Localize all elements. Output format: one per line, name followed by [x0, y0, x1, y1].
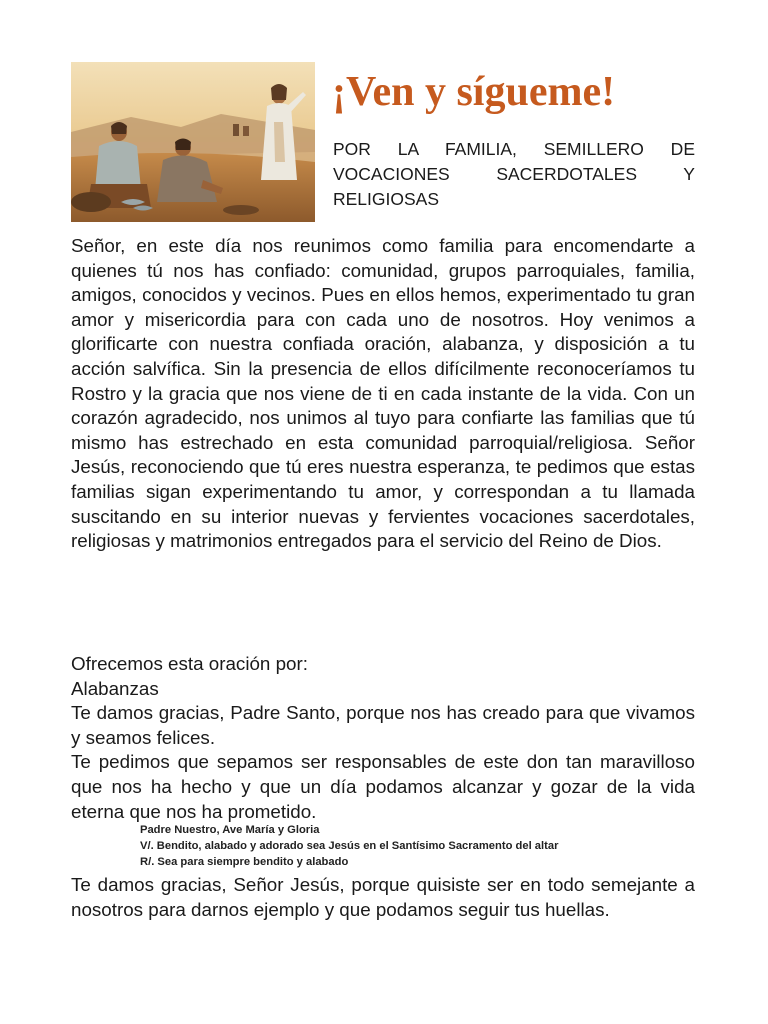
jesus-fishermen-illustration [71, 62, 315, 222]
response-line: Padre Nuestro, Ave María y Gloria [140, 824, 320, 836]
offer-intro: Ofrecemos esta oración por: [71, 653, 308, 674]
thanks-father-paragraph: Te damos gracias, Padre Santo, porque nos has creado para que vivamos y seamos felices. [71, 702, 695, 748]
response-line: R/. Sea para siempre bendito y alabado [140, 855, 349, 868]
offer-section [71, 652, 695, 824]
painting-image [71, 62, 315, 222]
main-prayer-paragraph: Señor, en este día nos reunimos como familia para encomendarte a quienes tú nos has confiado: comunidad, grupos parroquiales, familia, amigos, conocidos y vecinos. Pues en ellos hemos, experimentado tu gran amor y misericordia para con cada uno de nosotros. Hoy venimos a glorificarte con nuestra confiada oración, alabanza, y disposición a tu acción salvífica. Sin la presencia de ellos difícilmente reconoceríamos tu Rostro y la gracia que nos viene de ti en cada instante de la vida. Con un corazón agradecido, nos unimos al tuyo para confiarte las familias que tú mismo has estrechado en esta comunidad parroquial/religiosa. Señor Jesús, reconociendo que tú eres nuestra esperanza, te pedimos que estas familias sigan experimentando tu amor, y correspondan a tu llamada suscitando en su interior nuevas y fervientes vocaciones sacerdotales, religiosas y matrimonios entregados para el servicio del Reino de Dios. [71, 235, 695, 552]
responses-block [140, 823, 700, 870]
section-heading: Alabanzas [71, 677, 159, 699]
response-line: V/. Bendito, alabado y adorado sea Jesús en el Santísimo Sacramento del altar [140, 839, 559, 852]
thanks-jesus-paragraph: Te damos gracias, Señor Jesús, porque quisiste ser en todo semejante a nosotros para darnos ejemplo y que podamos seguir tus huellas. [71, 874, 695, 920]
page-title: ¡Ven y sígueme! [332, 69, 616, 115]
petition-paragraph: Te pedimos que sepamos ser responsables de este don tan maravilloso que nos ha hecho y que un día podamos alcanzar y gozar de la vida eterna que nos ha prometido. [71, 751, 695, 822]
page-subtitle: POR LA FAMILIA, SEMILLERO DE VOCACIONES SACERDOTALES Y RELIGIOSAS [333, 139, 695, 209]
